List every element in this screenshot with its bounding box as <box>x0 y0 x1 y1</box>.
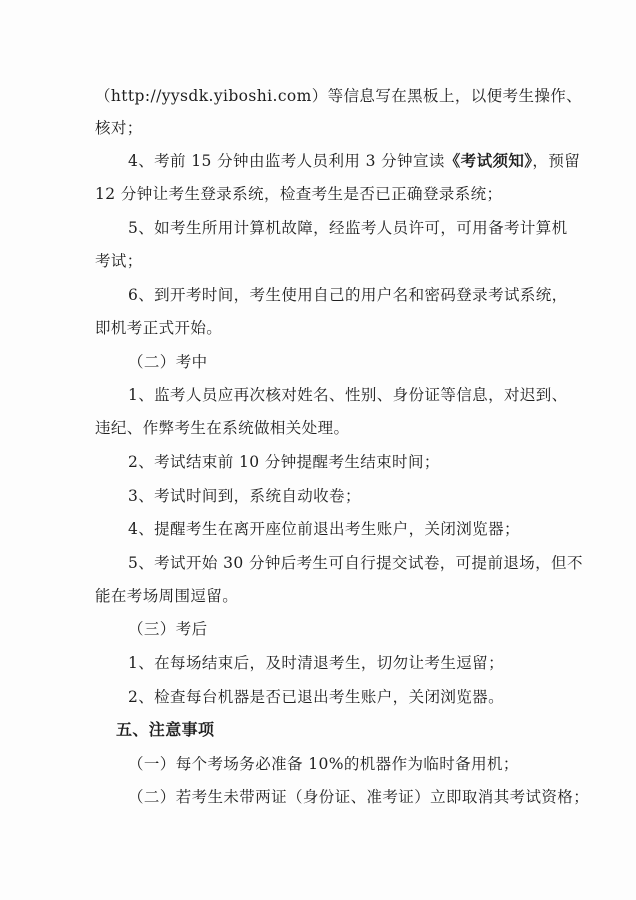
paragraph-line: 违纪、作弊考生在系统做相关处理。 <box>95 419 350 437</box>
paragraph-item-2b: 2、检查每台机器是否已退出考生账户，关闭浏览器。 <box>128 688 504 706</box>
paragraph-item-5: 5、如考生所用计算机故障，经监考人员许可，可用备考计算机 <box>128 219 568 237</box>
paragraph-line: 考试； <box>95 252 143 270</box>
paragraph-line: 核对； <box>95 119 143 137</box>
paragraph-item-4 <box>128 151 580 171</box>
paragraph-url-line: （http://yysdk.yiboshi.com）等信息写在黑板上，以便考生操作、 <box>95 87 583 105</box>
paragraph-item-2: 2、考试结束前 10 分钟提醒考生结束时间； <box>128 453 440 471</box>
note-item-2: （二）若考生未带两证（身份证、准考证）立即取消其考试资格； <box>128 788 590 806</box>
note-item-1: （一）每个考场务必准备 10%的机器作为临时备用机； <box>128 755 519 773</box>
paragraph-item-4b: 4、提醒考生在离开座位前退出考生账户，关闭浏览器； <box>128 520 520 538</box>
paragraph-item-1: 1、监考人员应再次核对姓名、性别、身份证等信息，对迟到、 <box>128 386 568 404</box>
section-heading-notes: 五、注意事项 <box>116 720 215 739</box>
item-4-suffix: ，预留 <box>532 152 581 170</box>
paragraph-item-3: 3、考试时间到，系统自动收卷； <box>128 487 361 505</box>
paragraph-item-5b: 5、考试开始 30 分钟后考生可自行提交试卷，可提前退场，但不 <box>128 554 583 572</box>
paragraph-line: 12 分钟让考生登录系统，检查考生是否已正确登录系统； <box>95 185 503 203</box>
section-heading-during-exam: （二）考中 <box>128 353 208 371</box>
exam-notice-title: 《考试须知》 <box>444 151 533 170</box>
paragraph-line: 能在考场周围逗留。 <box>95 587 239 605</box>
paragraph-item-6: 6、到开考时间，考生使用自己的用户名和密码登录考试系统， <box>128 286 568 304</box>
section-heading-after-exam: （三）考后 <box>128 620 208 638</box>
paragraph-line: 即机考正式开始。 <box>95 319 223 337</box>
item-4-text: 4、考前 15 分钟由监考人员利用 3 分钟宣读 <box>128 152 445 170</box>
paragraph-item-1b: 1、在每场结束后，及时清退考生，切勿让考生逗留； <box>128 654 504 672</box>
